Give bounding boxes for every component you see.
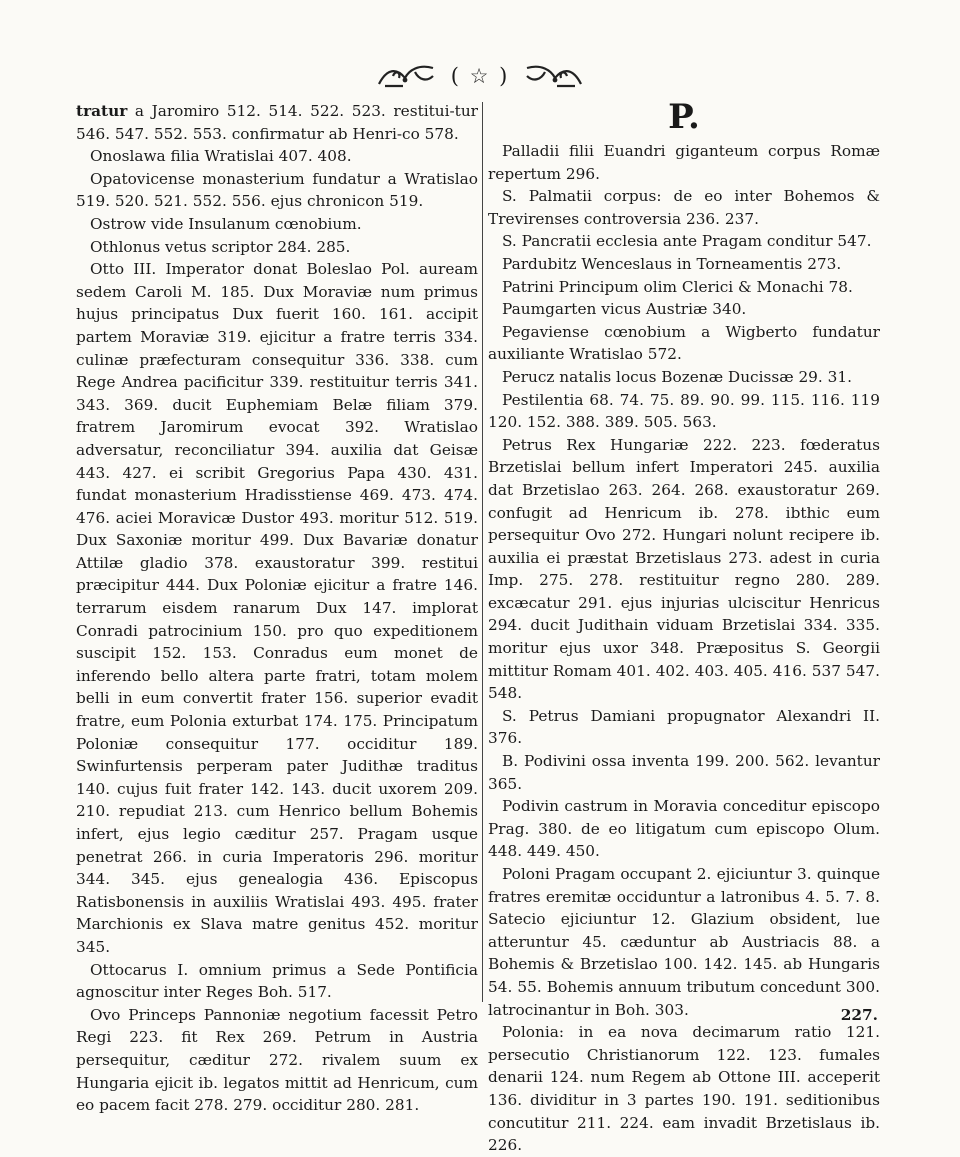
index-entry: Othlonus vetus scriptor 284. 285. [90,237,351,256]
left-column [76,100,478,1117]
index-entry: tratur a Jaromiro 512. 514. 522. 523. restitui-tur 546. 547. 552. 553. confirmatur ab Henri-co 578. [76,102,478,143]
index-entry: Ottocarus I. omnium primus a Sede Pontificia agnoscitur inter Reges Boh. 517. [76,960,478,1002]
right-column [488,97,880,1157]
index-entry: B. Podivini ossa inventa 199. 200. 562. levantur 365. [488,752,880,793]
ornament-right-icon [523,62,585,90]
index-entry: S. Palmatii corpus: de eo inter Bohemos & Trevirenses controversia 236. 237. [488,187,880,228]
section-letter: P. [668,97,700,137]
index-entry: Ovo Princeps Pannoniæ negotium facessit Petro Regi 223. fit Rex 269. Petrum in Austria persequitur, cæditur 272. rivalem suum ex Hungaria ejicit ib. legatos mittit ad Henricum, cum eo pacem facit 278. 279. occiditur 280. 281. [76,1005,478,1115]
catchword: 227. [840,1006,878,1024]
index-entry: Perucz natalis locus Bozenæ Ducissæ 29. 31. [502,367,852,386]
index-entry: S. Pancratii ecclesia ante Pragam conditur 547. [502,232,872,251]
index-entry: Onoslawa filia Wratislai 407. 408. [90,147,352,166]
index-entry: Opatovicense monasterium fundatur a Wratislao 519. 520. 521. 552. 556. ejus chronicon 519. [76,169,478,211]
index-entry: Patrini Principum olim Clerici & Monachi 78. [502,277,853,296]
index-entry: Polonia: in ea nova decimarum ratio 121. persecutio Christianorum 122. 123. fumales denarii 124. num Regem ab Ottone III. acceperit 136. dividitur in 3 partes 190. 191. seditionibus concutitur 211. 224. eam invadit Brzetislaus ib. 226. [488,1023,880,1155]
index-entry: Pestilentia 68. 74. 75. 89. 90. 99. 115. 116. 119 120. 152. 388. 389. 505. 563. [488,390,880,432]
index-entry: S. Petrus Damiani propugnator Alexandri II. 376. [488,706,880,748]
index-entry: Pardubitz Wenceslaus in Torneamentis 273. [502,254,842,273]
index-entry: Ostrow vide Insulanum cœnobium. [90,214,362,233]
index-entry: Pegaviense cœnobium a Wigberto fundatur auxiliante Wratislao 572. [488,322,880,364]
index-entry: Palladii filii Euandri giganteum corpus Romæ repertum 296. [488,142,880,183]
index-entry: Paumgarten vicus Austriæ 340. [502,300,747,319]
page-marker: ( ☆ ) [450,64,510,88]
index-entry: Poloni Pragam occupant 2. ejiciuntur 3. quinque fratres eremitæ occiduntur a latronibus 4. 5. 7. 8. Satecio ejiciuntur 12. Glazium obsident, lue atteruntur 45. cæduntur ab Austriacis 88. a Bohemis & Brzetislao 100. 142. 145. ab Hungaris 54. 55. Bohemis annuum tributum concedunt 300. latrocinantur in Boh. 303. [488,865,880,1019]
index-entry: Otto III. Imperator donat Boleslao Pol. auream sedem Caroli M. 185. Dux Moraviæ num primus hujus principatus Dux fuerit 160. 161. accipit partem Moraviæ 319. ejicitur a fratre terris 334. culinæ præfecturam consequitur 336. 338. cum Rege Andrea pacificitur 339. restituitur terris 341. 343. 369. ducit Euphemiam Belæ filiam 379. fratrem Jaromirum evocat 392. Wratislao adversatur, reconciliatur 394. auxilia dat Geisæ 443. 427. ei scribit Gregorius Papa 430. 431. fundat monasterium Hradisstiense 469. 473. 474. 476. aciei Moravicæ Dustor 493. moritur 512. 519. Dux Saxoniæ moritur 499. Dux Bavariæ donatur Attilæ gladio 378. exaustoratur 399. restitui præcipitur 444. Dux Poloniæ ejicitur a fratre 146. terrarum eisdem ranarum Dux 147. implorat Conradi patrocinium 150. pro quo expeditionem suscipit 152. 153. Conradus eum monet de inferendo bello altera parte fratri, totam molem belli in eum convertit frater 156. superior evadit fratre, eum Polonia exturbat 174. 175. Principatum Poloniæ consequitur 177. occiditur 189. Swinfurtensis perperam pater Judithæ traditus 140. cujus fuit frater 142. 143. ducit uxorem 209. 210. repudiat 213. cum Henrico bellum Bohemis infert, ejus legio cæditur 257. Pragam usque penetrat 266. in curia Imperatoris 296. moritur 344. 345. ejus genealogia 436. Episcopus Ratisbonensis in auxiliis Wratislai 493. 495. frater Marchionis ex Slava matre genitus 452. moritur 345. [76,260,478,956]
index-entry: Petrus Rex Hungariæ 222. 223. fœderatus Brzetislai bellum infert Imperatori 245. auxilia dat Brzetislao 263. 264. 268. exaustoratur 269. confugit ad Henricum ib. 278. ibthic eum persequitur Ovo 272. Hungari nolunt recipere ib. auxilia ei præstat Brzetislaus 273. adest in curia Imp. 275. 278. restituitur regno 280. 289. excæcatur 291. ejus injurias ulciscitur Henricus 294. ducit Judithain viduam Brzetislai 334. 335. moritur ejus uxor 348. Præpositus S. Georgii mittitur Romam 401. 402. 403. 405. 416. 537 547. 548. [488,435,880,703]
ornament-left-icon [375,62,437,90]
index-entry: Podivin castrum in Moravia conceditur episcopo Prag. 380. de eo litigatum cum episcopo Olum. 448. 449. 450. [488,797,880,861]
page-header [0,62,960,90]
column-divider [482,102,483,1002]
